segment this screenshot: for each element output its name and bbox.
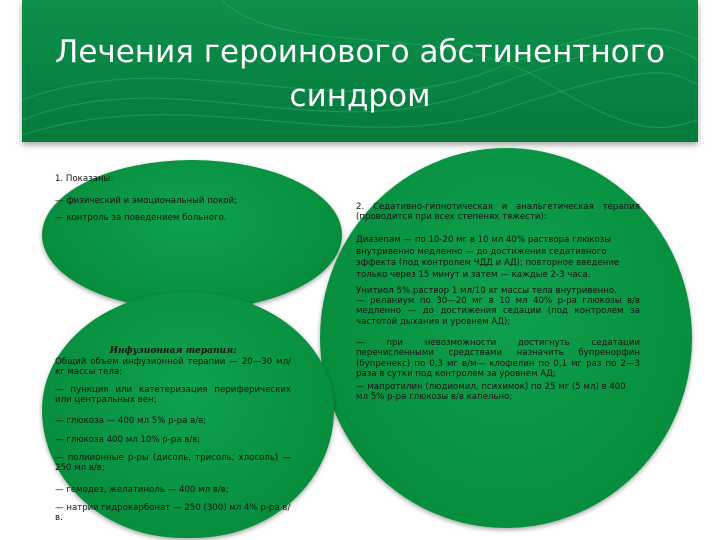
indications-heading: 1. Показаны: bbox=[55, 174, 114, 184]
infusion-paragraph: — пункция или катетеризация периферических или центральных вен; bbox=[55, 385, 291, 406]
infusion-paragraph: — гемодез, желатиноль — 400 мл в/в; bbox=[55, 485, 229, 495]
infusion-paragraph: — натрия гидрокарбонат — 250 (300) мл 4% р-ра в/в. bbox=[55, 503, 291, 524]
sedative-heading: 2. Седативно-гипнотическая и анальгетическая терапия (проводится при всех степенях тяжести): bbox=[356, 202, 640, 223]
unithiol-paragraph: Унитиол 5% раствор 1 мл/10 кг массы тела внутривенно. bbox=[356, 286, 617, 296]
maprotiline-paragraph: — мапротилин (людиомил, психимок) по 25 мг (5 мл) в 400 мл 5% р-ра глюкозы в/в капельно; bbox=[356, 382, 626, 403]
indications-item: — физический и эмоциональный покой; bbox=[55, 196, 238, 206]
infusion-paragraph: — глюкоза — 400 мл 5% р-ра в/в; bbox=[55, 416, 207, 426]
buprenorphine-paragraph: — при невозможности достигнуть седатации перечисленными средствами назначить бупренорфин (бупренекс) по 0,3 мг в/м— клофелин по 0,1 мг раз по 2—3 раза в сутки под контролем за уровнем АД; bbox=[356, 338, 640, 380]
infusion-heading: Инфузионная терапия: bbox=[109, 346, 237, 356]
infusion-therapy-panel bbox=[42, 292, 334, 538]
indications-item: — контроль за поведением больного. bbox=[55, 213, 227, 223]
page-title: Лечения героинового абстинентного синдром bbox=[55, 34, 665, 114]
diazepam-paragraph: Диазепам — по 10-20 мг в 10 мл 40% раствора глюкозы внутривенно медленно — до достижения седативного эффекта (под контролем ЧДД и АД); повторное введение только через 15 минут и затем — каждые 2-3 часа. bbox=[356, 235, 620, 280]
infusion-paragraph: — глюкоза 400 мл 10% р-ра в/в; bbox=[55, 435, 201, 445]
relanium-paragraph: — реланиум по 30—20 мг в 10 мл 40% р-ра глюкозы в/в медленно — до достижения седации (под контролем за частотой дыхания и уровнем АД); bbox=[356, 296, 640, 327]
infusion-paragraph: — полиионные р-ры (дисоль, трисоль, хлосоль) — 250 мл в/в; bbox=[55, 453, 291, 474]
infusion-paragraph: Общий объем инфузионной терапии — 20—30 мл/кг массы тела: bbox=[55, 357, 291, 378]
